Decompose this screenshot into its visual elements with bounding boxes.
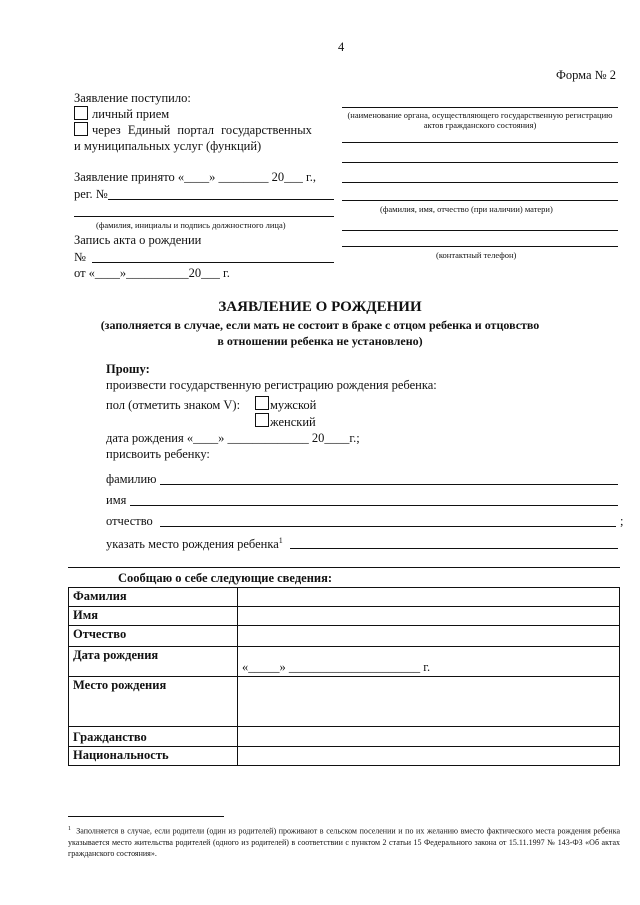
birth-place-value-cell[interactable] (238, 677, 620, 727)
sex-label: пол (отметить знаком V): (106, 398, 241, 412)
personal-visit-label: личный прием (92, 107, 170, 121)
form-title: ЗАЯВЛЕНИЕ О РОЖДЕНИИ (218, 299, 422, 315)
phone-line-2[interactable] (342, 246, 618, 247)
row-label-nationality: Национальность (69, 747, 238, 766)
portal-checkbox[interactable] (74, 122, 88, 136)
row-label-patronymic: Отчество (69, 626, 238, 647)
form-subtitle-line1: (заполняется в случае, если мать не состоит в браке с отцом ребенка и отцовство (100, 318, 540, 332)
male-label: мужской (270, 398, 317, 412)
record-date: от «____»__________20___ г. (74, 266, 230, 280)
table-row (69, 607, 620, 626)
personal-visit-checkbox[interactable] (74, 106, 88, 120)
reg-label: рег. № (74, 187, 108, 201)
table-row (69, 727, 620, 747)
portal-label-line1: через Единый портал государственных (92, 123, 312, 137)
footnote (68, 824, 620, 859)
male-checkbox[interactable] (255, 396, 269, 410)
row-label-birth-date: Дата рождения (69, 647, 238, 677)
birth-date-line: дата рождения «____» _____________ 20____г.; (106, 431, 360, 445)
footnote-mark: 1 (68, 826, 71, 832)
patronymic-field[interactable] (160, 526, 616, 527)
mother-caption: (фамилия, имя, отчество (при наличии) матери) (380, 204, 553, 214)
row-label-birth-place: Место рождения (69, 677, 238, 727)
phone-line-1[interactable] (342, 230, 618, 231)
name-field[interactable] (130, 505, 618, 506)
official-signature-field[interactable] (74, 216, 334, 217)
request-heading: Прошу: (106, 362, 150, 376)
organ-name-line-3[interactable] (342, 162, 618, 163)
assign-label: присвоить ребенку: (106, 447, 210, 461)
mother-name-line-2[interactable] (342, 200, 618, 201)
female-label: женский (270, 415, 316, 429)
birth-place-field[interactable] (290, 548, 618, 549)
organ-name-line[interactable] (342, 107, 618, 108)
organ-name-line-2[interactable] (342, 142, 618, 143)
row-label-citizenship: Гражданство (69, 727, 238, 747)
female-checkbox[interactable] (255, 413, 269, 427)
table-row (69, 647, 620, 677)
birth-place-label: указать место рождения ребенка$^1$ (106, 536, 283, 552)
surname-field[interactable] (160, 484, 618, 485)
surname-label: фамилию (106, 472, 157, 486)
phone-caption: (контактный телефон) (436, 250, 517, 260)
table-row (69, 626, 620, 647)
portal-label-line2: и муниципальных услуг (функций) (74, 139, 262, 153)
name-label: имя (106, 493, 127, 507)
info-heading: Сообщаю о себе следующие сведения: (118, 571, 333, 585)
patronymic-label: отчество (106, 514, 153, 528)
request-text: произвести государственную регистрацию рождения ребенка: (106, 378, 437, 392)
received-title: Заявление поступило: (74, 91, 191, 105)
form-subtitle-line2: в отношении ребенка не установлено) (217, 334, 423, 348)
footnote-separator (68, 816, 224, 817)
mother-name-line-1[interactable] (342, 182, 618, 183)
birth-date-value: «_____» _____________________ г. (242, 660, 431, 674)
page-number: 4 (338, 40, 345, 54)
table-row (69, 588, 620, 607)
row-label-surname: Фамилия (69, 588, 238, 607)
table-row (69, 677, 620, 727)
citizenship-value-cell[interactable] (238, 727, 620, 747)
surname-value-cell[interactable] (238, 588, 620, 607)
reg-number-field[interactable] (108, 199, 334, 200)
footnote-line2: вместо фактического места рождения ребенка указывается место жительства родителей (одного из родителей) в соответствии (68, 826, 621, 847)
accepted-line: Заявление принято «____» ________ 20___ г., (74, 170, 316, 184)
record-number-label: № (74, 250, 86, 264)
organ-caption: (наименование органа, осуществляющего государственную регистрацию актов гражданского состояния) (347, 110, 613, 130)
footnote-line1: Заполняется в случае, если родители (один из родителей) проживают в сельском поселении и по их желанию (76, 826, 459, 836)
record-title: Запись акта о рождении (74, 233, 202, 247)
footnote-ref: 1 (278, 536, 283, 545)
footnote-line3: с пунктом 2 статьи 15 Федерального закона от 15.11.1997 № 143-ФЗ «Об актах гражданского состояния». (68, 837, 621, 858)
row-label-name: Имя (69, 607, 238, 626)
official-caption: (фамилия, инициалы и подпись должностного лица) (96, 220, 286, 230)
nationality-value-cell[interactable] (238, 747, 620, 766)
table-row (69, 747, 620, 766)
patronymic-value-cell[interactable] (238, 626, 620, 647)
form-label: Форма № 2 (556, 68, 616, 82)
record-number-field[interactable] (92, 262, 334, 263)
patronymic-semicolon: ; (620, 514, 624, 528)
applicant-info-table (68, 587, 620, 766)
info-top-rule (68, 567, 620, 568)
name-value-cell[interactable] (238, 607, 620, 626)
birth-date-value-cell[interactable] (238, 647, 620, 677)
